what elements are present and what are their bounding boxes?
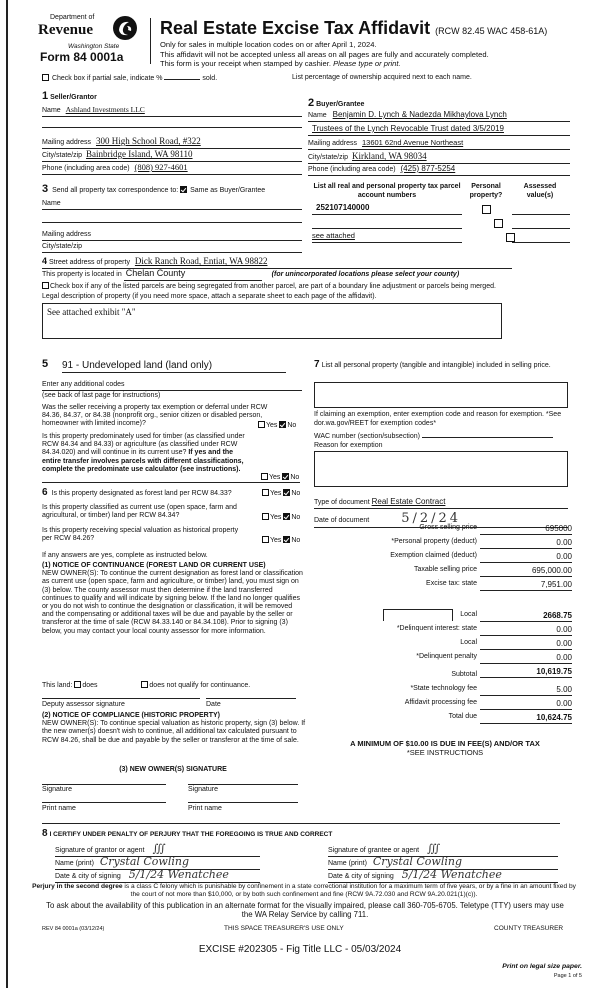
- page-number: Page 1 of 5: [553, 973, 582, 979]
- tax-line-label: *Delinquent interest: state: [396, 625, 477, 632]
- seller-phone-field[interactable]: [42, 162, 302, 175]
- segregate-checkbox[interactable]: [42, 282, 49, 289]
- doc-date-label: Date of document: [314, 517, 370, 524]
- forest-no-label: No: [291, 490, 301, 497]
- sub-line-3-italic: Please type or print.: [333, 59, 401, 68]
- section-7-number: 7: [314, 359, 320, 370]
- historic-no-checkbox[interactable]: [283, 536, 290, 543]
- page-title: [160, 17, 547, 40]
- seller-mailing-field[interactable]: [42, 136, 302, 149]
- county-value: Chelan County: [125, 268, 186, 278]
- exemption-reason-box[interactable]: [314, 451, 568, 487]
- seller-city-label: City/state/zip: [42, 152, 83, 159]
- county-note: (for unincorporated locations please select your county): [271, 271, 460, 278]
- assessed-value-3[interactable]: [512, 242, 570, 243]
- buyer-name-label: Name: [308, 112, 327, 119]
- personal-property-checkbox-2[interactable]: [494, 219, 503, 228]
- new-owner-signature-title: (3) NEW OWNER(S) SIGNATURE: [119, 766, 227, 773]
- section5-divider: [42, 482, 300, 483]
- tax-line-label: Gross selling price: [419, 524, 477, 531]
- dor-swirl-icon: [110, 14, 140, 42]
- grantor-date-value: 5/1/24 Wenatchee: [128, 868, 229, 881]
- exemption-answer: [258, 421, 296, 431]
- revenue-wordmark: Revenue: [38, 22, 93, 38]
- grantor-name-value: Crystal Cowling: [99, 855, 190, 868]
- buyer-mailing-field[interactable]: [308, 138, 570, 150]
- owner-print-line-2[interactable]: [188, 802, 298, 803]
- timber-question: [42, 433, 254, 474]
- buyer-name-field-2[interactable]: [308, 124, 570, 136]
- exemption-no-checkbox[interactable]: [279, 421, 286, 428]
- wac-number-label: WAC number (section/subsection): [314, 433, 420, 440]
- corr-city-field[interactable]: [42, 243, 302, 253]
- buyer-phone-label: Phone (including area code): [308, 166, 396, 173]
- tax-line-value[interactable]: 0.00: [480, 538, 572, 549]
- buyer-name2-value: Trustees of the Lynch Revocable Trust dated 3/5/2019: [312, 124, 504, 133]
- current-use-yes-label: Yes: [270, 514, 282, 521]
- tax-line-label: *State technology fee: [410, 685, 477, 692]
- tax-line-label: *Personal property (deduct): [391, 538, 477, 545]
- sub-line-1: Only for sales in multiple location codes on or after April 1, 2024.: [160, 40, 377, 49]
- personal-property-checkbox-3[interactable]: [506, 233, 515, 242]
- seller-name-label: Name: [42, 107, 61, 114]
- correspondence-heading: [42, 183, 265, 197]
- county-label: This property is located in: [42, 271, 122, 278]
- parcel-number-1: 252107140000: [316, 203, 370, 212]
- timber-yes-checkbox[interactable]: [261, 473, 268, 480]
- forest-answer: [262, 489, 300, 499]
- buyer-city-label: City/state/zip: [308, 154, 349, 161]
- grantee-date-value: 5/1/24 Wenatchee: [401, 868, 502, 881]
- perjury-bold: Perjury in the second degree: [32, 883, 123, 890]
- seller-heading: [42, 90, 97, 104]
- owner-signature-label-2: Signature: [188, 786, 218, 793]
- seller-mailing-value: 300 High School Road, #322: [95, 136, 201, 146]
- legal-desc-label: Legal description of property (if you need more space, attach a separate sheet to each page of the affidavit).: [42, 293, 377, 300]
- wac-number-field: [314, 433, 553, 442]
- timber-no-checkbox[interactable]: [282, 473, 289, 480]
- buyer-name-field[interactable]: [308, 110, 570, 122]
- historic-answer: [262, 536, 300, 546]
- tax-line-label: Total due: [448, 713, 477, 720]
- legal-description-value: See attached exhibit "A": [47, 307, 136, 317]
- header-subtitle: [160, 40, 489, 69]
- tax-line-label: Subtotal: [451, 671, 477, 678]
- buyer-heading-text: Buyer/Grantee: [316, 101, 365, 108]
- exemption-no-label: No: [287, 422, 297, 429]
- seller-phone-value: (808) 927-4601: [134, 162, 188, 172]
- personal-property-label: [314, 361, 576, 370]
- seller-city-value: Bainbridge Island, WA 98110: [86, 149, 193, 159]
- print-legal-note: [502, 963, 582, 971]
- title-text: Real Estate Excise Tax Affidavit: [160, 18, 431, 38]
- tax-line-value[interactable]: 5.00: [480, 685, 572, 696]
- tax-line-label: Exemption claimed (deduct): [390, 552, 477, 559]
- grantor-date-field[interactable]: [55, 868, 260, 883]
- legal-description-box[interactable]: [42, 303, 502, 339]
- tax-line-value[interactable]: 695000: [480, 524, 572, 535]
- header-divider: [150, 18, 151, 64]
- section-6-number: 6: [42, 487, 48, 498]
- notice-continuance-text: NEW OWNER(S): To continue the current designation as forest land or classification as current use (open space, farm and agriculture, or timber) land, you must sign on (3) below. The county assessor must then determine if the land transferred continues to qualify and will indicate by signing below. If the land no longer qualifies or you do not wish to continue the designation or classification, it will be removed and the compensating or additional taxes will be due and payable by the seller or transferor at the time of sale (RCW 84.33.140 or 84.34.108). Prior to signing (3) below, you may contact your local county assessor for more information.: [42, 570, 303, 635]
- doc-date-value: 5/2/24: [401, 511, 462, 526]
- street-address-value: Dick Ranch Road, Entiat, WA 98822: [134, 256, 268, 266]
- section-3-number: 3: [42, 183, 49, 195]
- timber-question-text: Is this property predominately used for timber (as classified under RCW 84.34 and 84.33) or agriculture (as classified under RCW 84.34.020) and will continue in its current use?: [42, 433, 245, 457]
- buyer-heading: [308, 97, 364, 111]
- timber-no-label: No: [290, 474, 300, 481]
- tax-line-value[interactable]: 7,951.00: [480, 580, 572, 591]
- historic-no-label: No: [291, 537, 301, 544]
- certify-text: I CERTIFY UNDER PENALTY OF PERJURY THAT THE FOREGOING IS TRUE AND CORRECT: [49, 831, 333, 838]
- section-4-number: 4: [42, 256, 48, 266]
- location-code-box[interactable]: [383, 609, 453, 621]
- does-not-qualify-checkbox[interactable]: [141, 681, 148, 688]
- tax-line-value[interactable]: 0.00: [480, 625, 572, 636]
- partial-sale-label: Check box if partial sale, indicate %: [51, 75, 163, 82]
- buyer-phone-field[interactable]: [308, 164, 570, 176]
- owner-print-line-1[interactable]: [42, 802, 166, 803]
- historic-question: Is this property receiving special valuation as historical property per RCW 84.26?: [42, 527, 239, 543]
- parcel-row-3[interactable]: [312, 231, 462, 243]
- tax-line-value[interactable]: 10,624.75: [480, 713, 572, 724]
- section8-divider: [42, 823, 560, 824]
- grantor-signature-label: Signature of grantor or agent: [55, 847, 145, 854]
- personal-property-label-text: List all personal property (tangible and intangible) included in selling price.: [321, 362, 551, 369]
- perjury-notice: [30, 883, 578, 899]
- grantee-date-field[interactable]: [328, 868, 558, 883]
- street-address-field[interactable]: [42, 256, 512, 269]
- see-back-note: (see back of last page for instructions): [42, 392, 161, 399]
- land-use-row: [42, 358, 50, 372]
- historic-yes-label: Yes: [270, 537, 282, 544]
- grantor-name-label: Name (print): [55, 860, 94, 867]
- partial-sale-percent[interactable]: [164, 79, 200, 80]
- corr-name-field[interactable]: [42, 200, 302, 210]
- county-row: [42, 268, 459, 281]
- timber-yes-label: Yes: [269, 474, 281, 481]
- buyer-mailing-value: 13601 62nd Avenue Northeast: [361, 138, 464, 147]
- tax-line-value[interactable]: 0.00: [480, 653, 572, 664]
- assessed-value-1[interactable]: [512, 214, 570, 215]
- deputy-date-label: Date: [206, 701, 221, 708]
- land-use-code-select[interactable]: [62, 360, 286, 373]
- buyer-city-field[interactable]: [308, 151, 570, 164]
- forest-question: [42, 487, 232, 500]
- excise-stamp: EXCISE #202305 - Fig Title LLC - 05/03/2024: [198, 944, 402, 955]
- county-treasurer-label: COUNTY TREASURER: [494, 925, 564, 932]
- exemption-question: [42, 404, 274, 429]
- minimum-due-note: A MINIMUM OF $10.00 IS DUE IN FEE(S) AND/OR TAX: [350, 739, 540, 748]
- parcel-col-header-1: List all real and personal property tax parcel account numbers: [313, 183, 461, 199]
- historic-yes-checkbox[interactable]: [262, 536, 269, 543]
- segregate-row: [42, 282, 496, 292]
- tax-line-label: Affidavit processing fee: [404, 699, 477, 706]
- assessed-value-2[interactable]: [512, 228, 570, 229]
- this-land-row: [42, 681, 250, 691]
- corr-mailing-label: Mailing address: [42, 231, 92, 238]
- section-1-number: 1: [42, 90, 49, 102]
- buyer-name-value: Benjamin D. Lynch & Nadezda Mikhaylova Lynch: [332, 110, 507, 119]
- grantee-date-label: Date & city of signing: [328, 873, 394, 880]
- seller-name-line-2[interactable]: [42, 127, 302, 128]
- segregate-label: Check box if any of the listed parcels are being segregated from another parcel, are part of a boundary line adjustment or parcels being merged.: [50, 283, 496, 290]
- perjury-text: is a class C felony which is punishable by confinement in a state correctional institution for a maximum term of five years, or by a fine in an amount fixed by the court of not more than $10,000, or by both such confinement and fine (RCW 9A.72.030 and RCW 9A.20.021(1)(c)).: [122, 883, 576, 898]
- grantee-signature-scribble: ∭: [427, 842, 441, 855]
- wac-number-input[interactable]: [422, 437, 553, 438]
- state-line: Washington State: [68, 43, 120, 50]
- grantee-signature-label: Signature of grantee or agent: [328, 847, 420, 854]
- notice-continuance: [42, 562, 304, 636]
- corr-mailing-field[interactable]: [42, 231, 302, 241]
- does-qualify-checkbox[interactable]: [74, 681, 81, 688]
- tax-line-label: Local: [460, 611, 477, 618]
- sub-line-3: [160, 59, 489, 69]
- owner-print-label-2: Print name: [188, 805, 222, 812]
- title-ref: (RCW 82.45 WAC 458-61A): [435, 26, 548, 36]
- current-use-no-checkbox[interactable]: [283, 513, 290, 520]
- exemption-claim-label: If claiming an exemption, enter exemption code and reason for exemption. *See dor.wa.gov/REET for exemption codes*: [314, 411, 562, 427]
- deputy-signature-label: Deputy assessor signature: [42, 701, 125, 708]
- section-2-number: 2: [308, 97, 315, 109]
- notice-compliance: [42, 712, 308, 745]
- form-number: Form 84 0001a: [40, 50, 124, 64]
- additional-codes-label: Enter any additional codes: [42, 381, 125, 388]
- tax-line-value[interactable]: 0.00: [480, 699, 572, 710]
- land-use-code-value: 91 - Undeveloped land (land only): [62, 360, 213, 371]
- exemption-reason-label: Reason for exemption: [314, 442, 383, 449]
- current-use-no-label: No: [291, 514, 301, 521]
- section-8-number: 8: [42, 828, 48, 839]
- section-5-number: 5: [42, 358, 49, 370]
- tax-line-label: Taxable selling price: [413, 566, 477, 573]
- rev-number: REV 84 0001a (03/12/24): [42, 926, 105, 932]
- personal-property-checkbox-1[interactable]: [482, 205, 491, 214]
- scan-edge: [6, 0, 8, 988]
- notice-compliance-title: (2) NOTICE OF COMPLIANCE (HISTORIC PROPERTY): [42, 712, 220, 719]
- corr-name-label: Name: [42, 200, 61, 207]
- seller-phone-label: Phone (including area code): [42, 165, 130, 172]
- notice-compliance-text: NEW OWNER(S): To continue special valuation as historic property, sign (3) below. If the new owner(s) doesn't wish to continue, all additional tax calculated pursuant to RCW 84.26, shall be due and payable by the seller or transferor at the time of sale.: [42, 720, 306, 744]
- corr-city-label: City/state/zip: [42, 243, 83, 250]
- grantor-signature-scribble: ∭: [152, 842, 166, 855]
- deputy-signature-line[interactable]: [42, 698, 200, 699]
- this-land-label: This land:: [42, 682, 73, 689]
- tax-line-value[interactable]: 2668.75: [480, 611, 572, 622]
- exemption-yes-checkbox[interactable]: [258, 421, 265, 428]
- personal-property-box[interactable]: [314, 382, 568, 408]
- sub-line-3-text: This form is your receipt when stamped by cashier.: [160, 59, 331, 68]
- forest-no-checkbox[interactable]: [283, 489, 290, 496]
- partial-sale-suffix: sold.: [202, 75, 218, 82]
- tax-line-value[interactable]: 10,619.75: [480, 667, 572, 678]
- street-address-label: Street address of property: [49, 259, 130, 266]
- tax-line-value[interactable]: 0.00: [480, 639, 572, 650]
- current-use-yes-checkbox[interactable]: [262, 513, 269, 520]
- parcel-col-header-2: Personal property?: [469, 183, 503, 199]
- ownership-note: List percentage of ownership acquired next to each name.: [292, 74, 472, 81]
- additional-codes-field[interactable]: [42, 381, 302, 391]
- grantee-name-label: Name (print): [328, 860, 367, 867]
- owner-signature-label-1: Signature: [42, 786, 72, 793]
- doc-type-label: Type of document: [314, 499, 370, 506]
- sub-line-2: This affidavit will not be accepted unless all areas on all pages are fully and accurately completed.: [160, 49, 489, 59]
- seller-heading-text: Seller/Grantor: [50, 94, 97, 101]
- alt-format-notice: To ask about the availability of this publication in an alternate format for the visually impaired, please call 360-705-6705. Teletype (TTY) users may use the WA Relay Service by calling 711.: [46, 901, 564, 919]
- tax-line-label: Excise tax: state: [426, 580, 477, 587]
- treasurer-use-label: THIS SPACE TREASURER'S USE ONLY: [224, 925, 344, 932]
- if-yes-note: If any answers are yes, complete as instructed below.: [42, 552, 208, 559]
- see-instructions-note: *SEE INSTRUCTIONS: [406, 748, 484, 757]
- correspondence-label: Send all property tax correspondence to:: [52, 187, 179, 194]
- print-legal-text: Print on legal size paper.: [502, 963, 582, 970]
- does-not-qualify-label: does not qualify for continuance.: [149, 682, 251, 689]
- buyer-mailing-label: Mailing address: [308, 140, 358, 147]
- seller-name-field[interactable]: [42, 105, 302, 117]
- corr-name-line-2[interactable]: [42, 222, 302, 223]
- partial-sale-checkbox[interactable]: [42, 74, 49, 81]
- county-select[interactable]: [124, 268, 262, 281]
- grantee-name-value: Crystal Cowling: [372, 855, 463, 868]
- owner-signature-line-2[interactable]: [188, 784, 298, 785]
- seller-mailing-label: Mailing address: [42, 139, 92, 146]
- forest-question-text: Is this property designated as forest land per RCW 84.33?: [51, 490, 232, 497]
- buyer-phone-value: (425) 877-5254: [400, 164, 456, 173]
- doc-type-field[interactable]: [314, 497, 568, 509]
- tax-line-label: *Delinquent penalty: [416, 653, 477, 660]
- notice-continuance-title: (1) NOTICE OF CONTINUANCE (FOREST LAND OR CURRENT USE): [42, 562, 266, 569]
- parcel-row-1[interactable]: [312, 203, 462, 215]
- partial-sale-row: [42, 74, 217, 84]
- dept-line: Department of: [50, 14, 95, 21]
- deputy-date-line[interactable]: [206, 698, 296, 699]
- seller-name-value: Ashland Investments LLC: [65, 105, 145, 114]
- seller-city-field[interactable]: [42, 149, 302, 162]
- forest-yes-label: Yes: [270, 490, 282, 497]
- parcel-row-2[interactable]: [312, 217, 462, 229]
- exemption-question-text: Was the seller receiving a property tax exemption or deferral under RCW 84.36, 84.37, or 84.38 (nonprofit org., senior citizen or disabled person, homeowner with limited income)?: [42, 404, 268, 428]
- forest-yes-checkbox[interactable]: [262, 489, 269, 496]
- current-use-answer: [262, 513, 300, 523]
- current-use-question: Is this property classified as current use (open space, farm and agricultural, or timber) land per RCW 84.34?: [42, 504, 237, 520]
- same-as-buyer-label: Same as Buyer/Grantee: [190, 187, 266, 194]
- does-qualify-label: does: [82, 682, 98, 689]
- tax-line-value[interactable]: 0.00: [480, 552, 572, 563]
- exemption-yes-label: Yes: [266, 422, 278, 429]
- buyer-city-value: Kirkland, WA 98034: [352, 151, 427, 161]
- owner-signature-line-1[interactable]: [42, 784, 166, 785]
- doc-type-value: Real Estate Contract: [371, 497, 446, 506]
- parcel-col-header-3: Assessed value(s): [523, 183, 557, 199]
- tax-line-label: Local: [460, 639, 477, 646]
- owner-print-label-1: Print name: [42, 805, 76, 812]
- grantor-date-label: Date & city of signing: [55, 873, 121, 880]
- parcel-number-3: see attached: [312, 231, 355, 240]
- certify-heading: [42, 828, 332, 841]
- tax-line-value[interactable]: 695,000.00: [480, 566, 572, 577]
- timber-question-bold: If yes and the entire transfer involves parcels with different classifications, complete the predominate use calculator (see instructions).: [42, 449, 244, 473]
- same-as-buyer-checkbox[interactable]: [180, 186, 187, 193]
